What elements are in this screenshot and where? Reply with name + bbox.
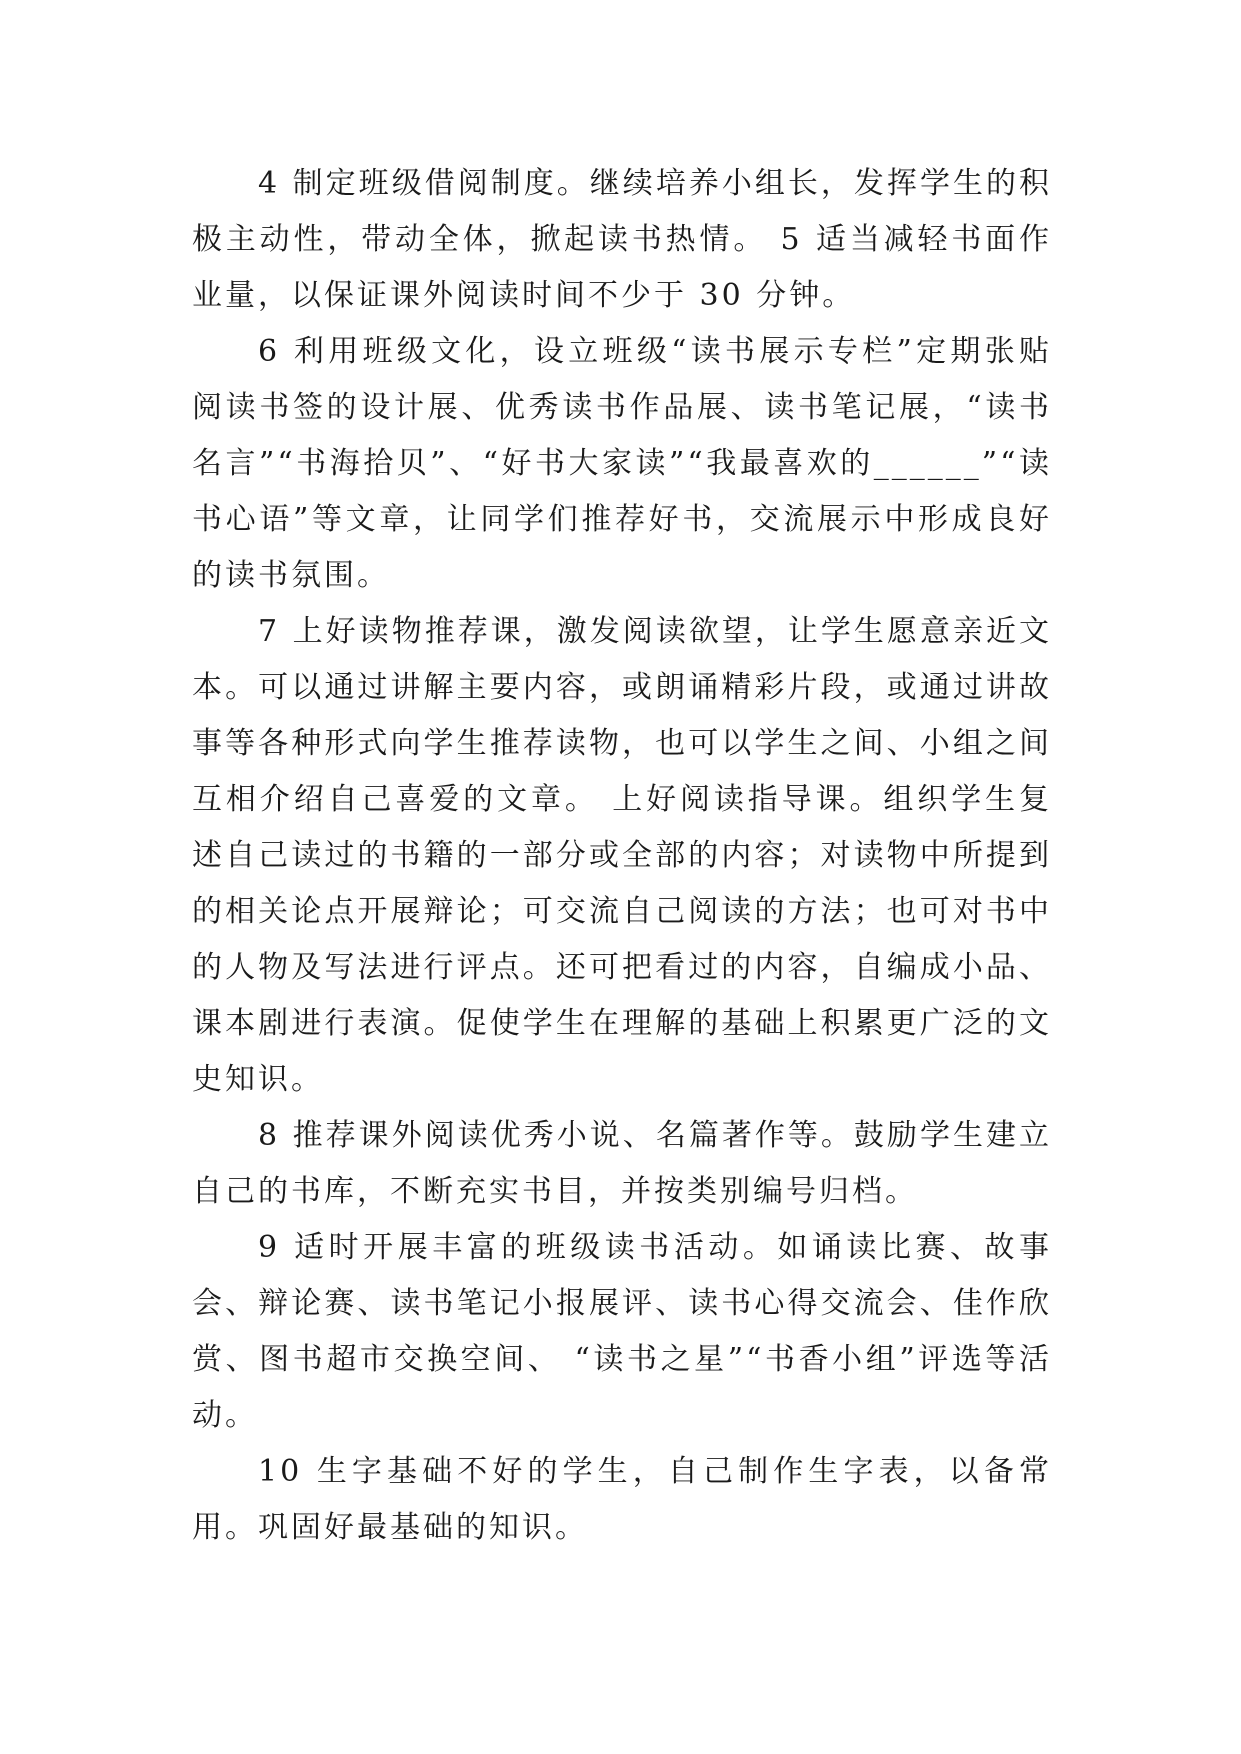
paragraph-recommendation-class: 7 上好读物推荐课，激发阅读欲望，让学生愿意亲近文本。可以通过讲解主要内容，或朗诵精彩片段，或通过讲故事等各种形式向学生推荐读物，也可以学生之间、小组之间互相介绍自己喜爱的文章。 上好阅读指导课。组织学生复述自己读过的书籍的一部分或全部的内容；对读物中所提到的相关论点开展辩论；可交流自己阅读的方法；也可对书中的人物及写法进行评点。还可把看过的内容，自编成小品、课本剧进行表演。促使学生在理解的基础上积累更广泛的文史知识。 (192, 614, 1052, 1097)
paragraph-borrowing-system: 4 制定班级借阅制度。继续培养小组长，发挥学生的积极主动性，带动全体，掀起读书热情。 5 适当减轻书面作业量，以保证课外阅读时间不少于 30 分钟。 (192, 166, 1052, 313)
paragraph-reading-activities: 9 适时开展丰富的班级读书活动。如诵读比赛、故事会、辩论赛、读书笔记小报展评、读书心得交流会、佳作欣赏、图书超市交换空间、 “读书之星”“书香小组”评选等活动。 (192, 1230, 1052, 1433)
paragraph-class-culture: 6 利用班级文化，设立班级“读书展示专栏”定期张贴阅读书签的设计展、优秀读书作品展、读书笔记展，“读书名言”“书海拾贝”、“好书大家读”“我最喜欢的______”“读书心语”等文章，让同学们推荐好书，交流展示中形成良好的读书氛围。 (192, 334, 1052, 593)
document-body (192, 156, 1052, 1556)
paragraph-recommended-reading: 8 推荐课外阅读优秀小说、名篇著作等。鼓励学生建立自己的书库，不断充实书目，并按类别编号归档。 (192, 1118, 1052, 1209)
paragraph-vocabulary-table: 10 生字基础不好的学生，自己制作生字表，以备常用。巩固好最基础的知识。 (192, 1454, 1052, 1545)
